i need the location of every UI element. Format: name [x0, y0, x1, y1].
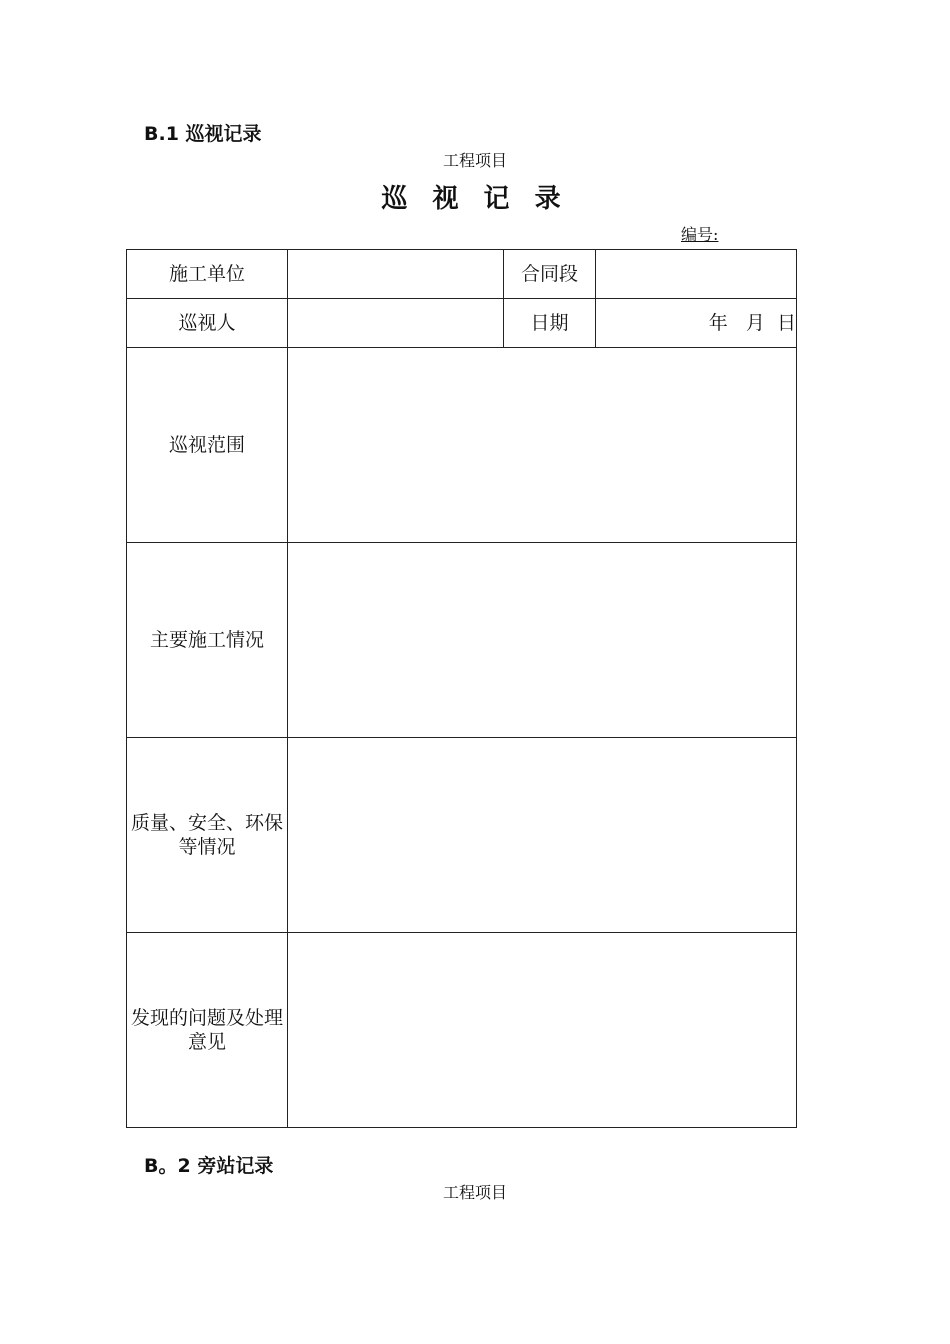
inspection-record-table — [126, 249, 797, 1128]
quality-safety-env-field[interactable] — [288, 738, 797, 933]
inspector-label: 巡视人 — [127, 299, 288, 348]
table-row — [127, 933, 797, 1128]
table-row — [127, 738, 797, 933]
section-heading-inspection: B.1 巡视记录 — [144, 123, 262, 145]
project-label-2: 工程项目 — [442, 1183, 507, 1202]
table-row — [127, 348, 797, 543]
main-construction-label: 主要施工情况 — [127, 543, 288, 738]
date-field[interactable]: 年 月 日 — [596, 299, 797, 348]
inspector-field[interactable] — [288, 299, 504, 348]
inspection-scope-label: 巡视范围 — [127, 348, 288, 543]
problems-handling-label: 发现的问题及处理意见 — [127, 933, 288, 1128]
construction-unit-field[interactable] — [288, 250, 504, 299]
inspection-scope-field[interactable] — [288, 348, 797, 543]
contract-section-label: 合同段 — [504, 250, 596, 299]
serial-number-label: 编号: — [681, 225, 719, 244]
contract-section-field[interactable] — [596, 250, 797, 299]
table-row — [127, 543, 797, 738]
table-row — [127, 299, 797, 348]
form-title: 巡 视 记 录 — [381, 184, 569, 214]
date-label: 日期 — [504, 299, 596, 348]
quality-safety-env-label: 质量、安全、环保等情况 — [127, 738, 288, 933]
main-construction-field[interactable] — [288, 543, 797, 738]
section-heading-supervision: B。2 旁站记录 — [144, 1155, 274, 1177]
construction-unit-label: 施工单位 — [127, 250, 288, 299]
table-row — [127, 250, 797, 299]
project-label: 工程项目 — [442, 151, 507, 170]
problems-handling-field[interactable] — [288, 933, 797, 1128]
